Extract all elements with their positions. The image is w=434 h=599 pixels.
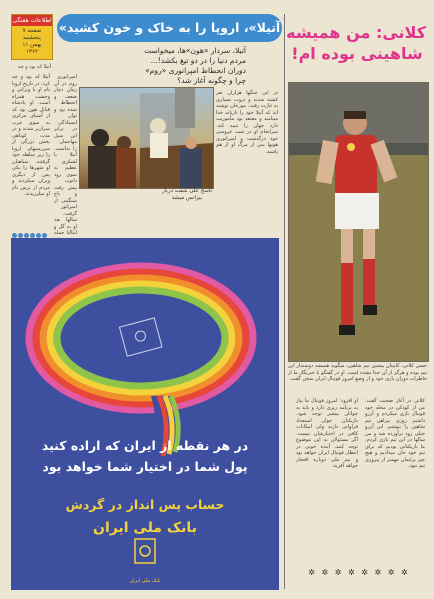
right-story-column: او افزود: امروز فوتبال ما نیاز به برنامه ریزی دارد و باید به جوانان بیشتر توجه شود. بازیکنان جوان استعداد فراوانی دارند ولی امکانات کافی در اختیارشان نیست. اگر مسئولان به این موضوع توجه کنند، آینده خوبی در انتظار فوتبال ایران خواهد بود و تیم ملی دوباره افتخار خواهد آفرید.: [296, 398, 358, 469]
quote-box: ناسخ علی شفت دربار بیزانس میشد: [161, 188, 213, 201]
subhead-line: آتیلا، سردار «هون»ها، میخواست: [144, 46, 246, 55]
bottom-ornament: ✲ ✲ ✲ ✲ ✲ ✲ ✲ ✲: [308, 568, 410, 577]
right-story-title: [288, 22, 426, 64]
right-story-column: کلانی در آغاز صحبت گفت: من از کودکی در محله خود فوتبال بازی میکردم و آرزو داشتم روزی پیراهن تیم شاهین را بپوشم. این آرزو خیلی زود برآورده شد و من سالها در این تیم بازی کردم. ما بازیکنانی بودیم که برای تیم خود جان میدادیم و هیچ چیز برایمان مهمتر از پیروزی تیم نبود.: [365, 398, 425, 469]
issue-year: ۱۳۶۲: [26, 49, 38, 55]
ad-headline-2: پول شما در اختیار شما خواهد بود: [42, 459, 248, 474]
column-text: امپراتوری روم در آن زمان دچار ضعف و انحطاط شده بود و توان ایستادگی در برابر این سیل مهاجمان را نداشت. آتیلا با لشکری عظیم به سوی رود دانوب پیش رفت و باج سنگینی از امپراتور گرفت. سالها بعد او به گل و ایتالیا حمله: [54, 74, 77, 236]
left-story-column: [216, 90, 278, 230]
ad-slogan-2: بانک ملی ایران: [93, 520, 197, 536]
column-divider: [284, 14, 285, 589]
ornament-dots: [12, 223, 50, 231]
left-story-banner: «آتیلا»، اروپا را به خاک و خون کشید: [57, 14, 282, 42]
issue-logo: اطلاعات هفتگی: [12, 17, 52, 24]
attila-painting: [79, 87, 214, 189]
subhead-line: مردم دنیا را در دو تیغ بکشد!...: [150, 56, 246, 65]
bank-advertisement: [11, 238, 279, 590]
ad-headline-1: در هر نقطه از ایران که اراده کنید: [41, 438, 249, 453]
column-text: در این جنگها هزاران نفر کشته شدند و ثروت بسیاری به غارت رفت. مورخان نوشته اند که آتیلا خود را تازیانه خدا مینامید و معتقد بود مأموریت دارد جهان را تنبیه کند. سرانجام او در شب عروسی خود درگذشت و امپراتوری هونها پس از مرگ او از هم پاشید.: [216, 90, 278, 155]
painting-illustration: [80, 88, 213, 188]
ad-slogan-1: حساب پس انداز در گردش: [65, 497, 225, 512]
ad-rainbow-graphic: [11, 238, 279, 590]
left-story-column: [12, 74, 50, 219]
right-title-line: کلانی: من همیشه: [286, 23, 426, 42]
ad-bank-name-small: بانک ملی ایران: [129, 578, 161, 584]
issue-box: [11, 14, 53, 60]
footballer-photo: [288, 82, 429, 362]
photo-caption: حسن کلانی، کاپیتان پیشین تیم شاهین، میگوید همیشه دوستدار این تیم بوده و هرگز از آن جدا نشده است. او در گفتگو با خبرنگار ما از خاطرات دوران بازی خود و از وضع امروز فوتبال ایران سخن گفت.: [288, 363, 427, 382]
page-label: صفحه ۷: [22, 28, 42, 34]
left-story-subhead: [96, 46, 246, 86]
left-story-column: [54, 74, 77, 234]
small-note: آتیلا که بود و چه: [17, 64, 51, 70]
footballer-illustration: [289, 83, 428, 361]
column-text: آتیلا که بود و چه کرد، در تاریخ اروپا نام او با ویرانی و وحشت همراه است. او پادشاه قبایل هون بود که از آسیای مرکزی به سوی غرب سرازیر شدند و در مدت کوتاهی بخش بزرگی از سرزمینهای اروپا را زیر سلطه خود گرفتند. سپاهیان او شهرها را یکی پس از دیگری ویران میکردند و مردم از ترس نام او میلرزیدند.: [12, 74, 50, 197]
issue-date-day: پنجشنبه: [23, 35, 41, 41]
subhead-line: چرا و چگونه آغاز شد؟: [177, 76, 246, 85]
subhead-line: دوران انحطاط امپراتوری «روم»: [145, 66, 246, 75]
issue-date: ۱۱ بهمن: [22, 42, 42, 48]
right-title-line: شاهینی بوده ام!: [291, 44, 423, 63]
